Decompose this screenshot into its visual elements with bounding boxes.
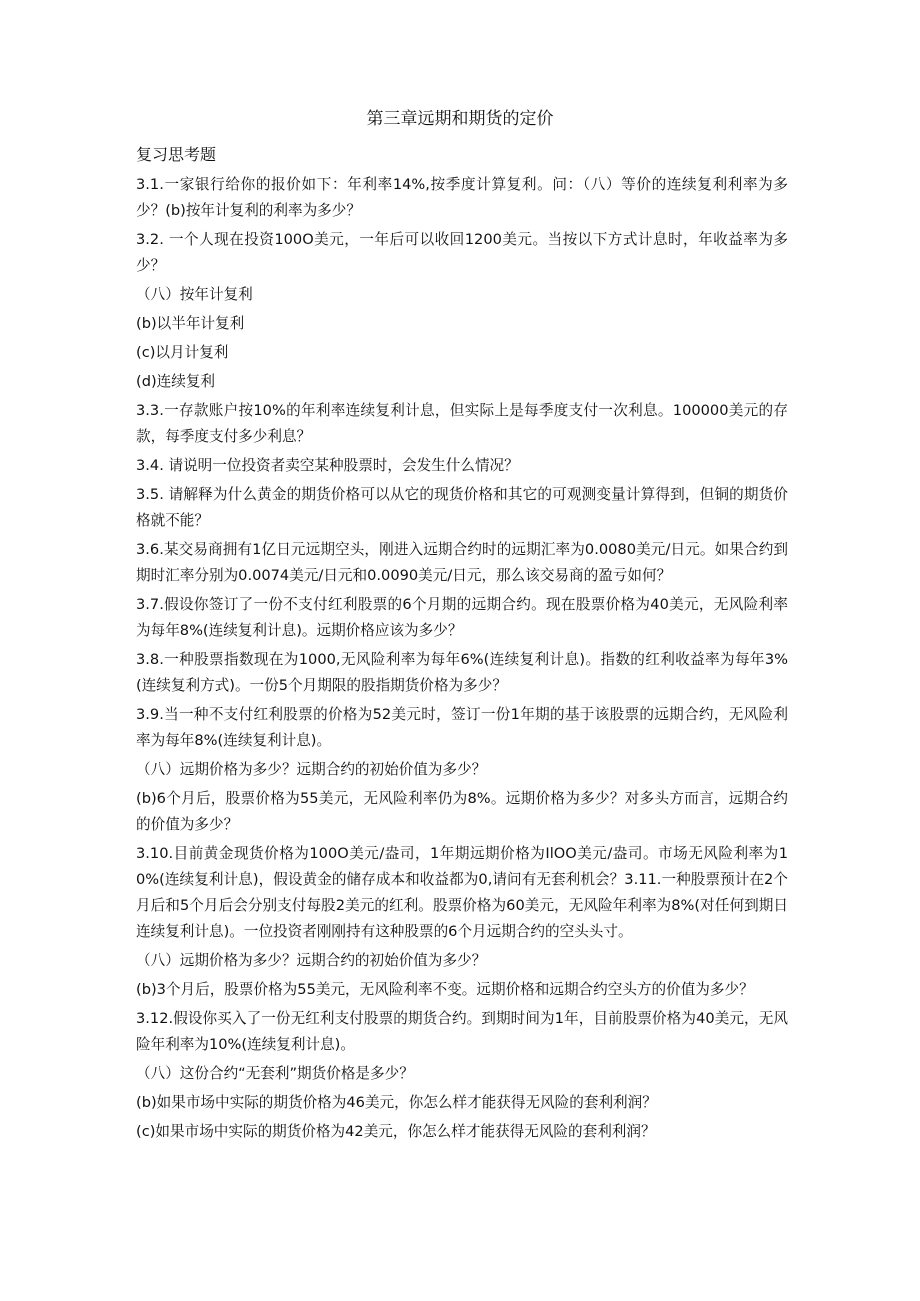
exercise-paragraph: 3.3.一存款账户按10%的年利率连续复利计息，但实际上是每季度支付一次利息。100000美元的存款，每季度支付多少利息？: [136, 402, 788, 445]
exercise-paragraph: （八）远期价格为多少？远期合约的初始价值为多少？: [136, 761, 487, 778]
exercise-paragraph: (b)如果市场中实际的期货价格为46美元，你怎么样才能获得无风险的套利利润？: [136, 1094, 657, 1111]
exercise-paragraph: 3.4. 请说明一位投资者卖空某种股票时，会发生什么情况？: [136, 457, 519, 474]
exercise-paragraph: （八）按年计复利: [136, 286, 253, 303]
exercise-paragraph: 3.8.一种股票指数现在为1000,无风险利率为每年6%(连续复利计息)。指数的红利收益率为每年3%(连续复利方式)。一份5个月期限的股指期货价格为多少？: [136, 651, 788, 694]
exercise-paragraph: (c)如果市场中实际的期货价格为42美元，你怎么样才能获得无风险的套利利润？: [136, 1123, 656, 1140]
exercise-paragraph: (b)3个月后，股票价格为55美元，无风险利率不变。远期价格和远期合约空头方的价值为多少？: [136, 981, 754, 998]
exercise-paragraph: 3.12.假设你买入了一份无红利支付股票的期货合约。到期时间为1年，目前股票价格为40美元，无风险年利率为10%(连续复利计息)。: [136, 1010, 788, 1053]
exercise-paragraph: (d)连续复利: [136, 373, 216, 390]
chapter-title: 第三章远期和期货的定价: [366, 109, 554, 129]
exercise-list: [136, 172, 788, 1145]
section-heading: 复习思考题: [136, 145, 217, 164]
exercise-paragraph: 3.6.某交易商拥有1亿日元远期空头，刚进入远期合约时的远期汇率为0.0080美元/日元。如果合约到期时汇率分别为0.0074美元/日元和0.0090美元/日元，那么该交易商的盈亏如何？: [136, 541, 788, 584]
exercise-paragraph: （八）这份合约“无套利”期货价格是多少？: [136, 1065, 414, 1082]
exercise-paragraph: 3.10.目前黄金现货价格为100O美元/盎司，1年期远期价格为IlOO美元/盎司。市场无风险利率为10%(连续复利计息)，假设黄金的储存成本和收益都为0,请问有无套利机会？3.11.一种股票预计在2个月后和5个月后会分别支付每股2美元的红利。股票价格为60美元，无风险年利率为8%(对任何到期日连续复利计息)。一位投资者刚刚持有这种股票的6个月远期合约的空头头寸。: [136, 845, 788, 940]
exercise-paragraph: 3.9.当一种不支付红利股票的价格为52美元时，签订一份1年期的基于该股票的远期合约，无风险利率为每年8%(连续复利计息)。: [136, 706, 788, 749]
exercise-paragraph: （八）远期价格为多少？远期合约的初始价值为多少？: [136, 952, 487, 969]
exercise-paragraph: 3.7.假设你签订了一份不支付红利股票的6个月期的远期合约。现在股票价格为40美元，无风险利率为每年8%(连续复利计息)。远期价格应该为多少？: [136, 596, 788, 639]
exercise-paragraph: 3.2. 一个人现在投资100O美元，一年后可以收回1200美元。当按以下方式计息时，年收益率为多少？: [136, 231, 788, 274]
exercise-paragraph: 3.5. 请解释为什么黄金的期货价格可以从它的现货价格和其它的可观测变量计算得到，但铜的期货价格就不能？: [136, 486, 788, 529]
exercise-paragraph: (c)以月计复利: [136, 344, 229, 361]
exercise-paragraph: (b)以半年计复利: [136, 315, 245, 332]
exercise-paragraph: 3.1.一家银行给你的报价如下：年利率14%,按季度计算复利。问：（八）等价的连续复利利率为多少？(b)按年计复利的利率为多少？: [136, 176, 788, 219]
exercise-paragraph: (b)6个月后，股票价格为55美元，无风险利率仍为8%。远期价格为多少？对多头方而言，远期合约的价值为多少？: [136, 790, 788, 833]
